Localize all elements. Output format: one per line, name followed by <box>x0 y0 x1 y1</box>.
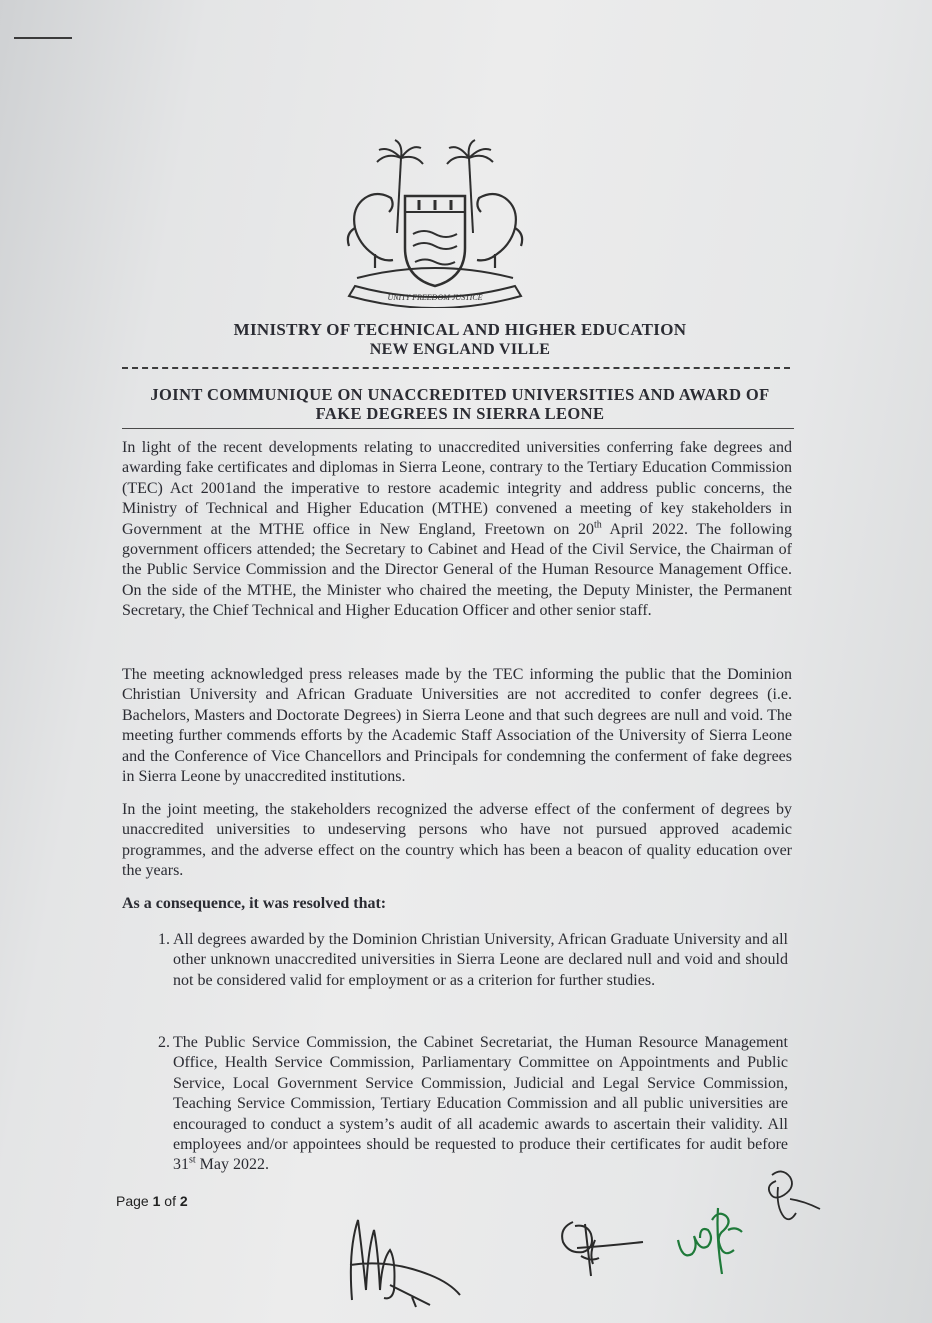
signature-2 <box>555 1212 650 1282</box>
footer-current-page: 1 <box>152 1193 161 1209</box>
list-item-text: All degrees awarded by the Dominion Christian University, African Graduate University and all other unknown unaccredited universities in Sierra Leone are declared null and void and should not be considered valid for employment or as a criterion for further studies. <box>173 931 788 989</box>
date-superscript: th <box>594 519 602 531</box>
signature-green <box>672 1200 752 1280</box>
paragraph-press-releases: The meeting acknowledged press releases made by the TEC informing the public that the Dominion Christian University and African Graduate Universities are not accredited to confer degrees (i.e. Bachelors, Masters and Doctorate Degrees) in Sierra Leone and that such degrees are null and void. The meeting further commends efforts by the Academic Staff Association of the University of Sierra Leone and the Conference of Vice Chancellors and Principals for condemning the conferment of fake degrees in Sierra Leone by unaccredited institutions. <box>122 666 792 786</box>
list-item-text-part-2: May 2022. <box>195 1156 269 1174</box>
communique-title <box>120 385 800 423</box>
resolved-heading: As a consequence, it was resolved that: <box>122 895 387 912</box>
title-line-1: JOINT COMMUNIQUE ON UNACCREDITED UNIVERSITIES AND AWARD OF <box>150 385 770 404</box>
paragraph-intro-part-2: April 2022. The following government officers attended; the Secretary to Cabinet and Head of the Civil Service, the Chairman of the Public Service Commission and the Director General of the Human Resource Management Office. On the side of the MTHE, the Minister who chaired the meeting, the Deputy Minister, the Permanent Secretary, the Chief Technical and Higher Education Officer and other senior staff. <box>122 520 792 620</box>
deadline-superscript: st <box>189 1155 196 1167</box>
coat-of-arms-icon <box>335 138 535 308</box>
corner-mark <box>14 37 72 39</box>
ministry-name: MINISTRY OF TECHNICAL AND HIGHER EDUCATION <box>233 320 687 339</box>
page-footer <box>116 1193 188 1209</box>
footer-of-word: of <box>164 1193 176 1209</box>
footer-page-word: Page <box>116 1193 149 1209</box>
title-line-2: FAKE DEGREES IN SIERRA LEONE <box>315 404 605 423</box>
signature-4 <box>760 1165 830 1230</box>
list-item-number: 1. <box>158 931 170 948</box>
dashed-divider <box>122 367 790 369</box>
list-item-text-part-1: The Public Service Commission, the Cabinet Secretariat, the Human Resource Management Office, Health Service Commission, Parliamentary Committee on Appointments and Public Service, Local Government Service Commission, Judicial and Legal Service Commission, Teaching Service Commission, Tertiary Education Commission and all public universities are encouraged to conduct a system’s audit of all academic awards to ascertain their validity. All employees and/or appointees should be requested to produce their certificates for audit before 31 <box>173 1034 788 1174</box>
ministry-location: NEW ENGLAND VILLE <box>369 341 551 358</box>
paragraph-intro <box>122 438 792 622</box>
motto-text: UNITY FREEDOM JUSTICE <box>387 293 483 302</box>
list-item-text <box>173 1033 788 1176</box>
signature-1 <box>330 1205 470 1315</box>
title-underline <box>122 428 794 429</box>
paragraph-adverse-effect: In the joint meeting, the stakeholders recognized the adverse effect of the conferment of degrees by unaccredited universities to undeserving persons who have not pursued approved academic programmes, and the adverse effect on the country which has been a beacon of quality education over the years. <box>122 801 792 880</box>
list-item-number: 2. <box>158 1034 170 1051</box>
paragraph-intro-part-1: In light of the recent developments relating to unaccredited universities conferring fake degrees and awarding fake certificates and diplomas in Sierra Leone, contrary to the Tertiary Education Commission (TEC) Act 2001and the imperative to restore academic integrity and address public concerns, the Ministry of Technical and Higher Education (MTHE) convened a meeting of key stakeholders in Government at the MTHE office in New England, Freetown on 20 <box>122 439 792 538</box>
footer-total-pages: 2 <box>179 1193 188 1209</box>
